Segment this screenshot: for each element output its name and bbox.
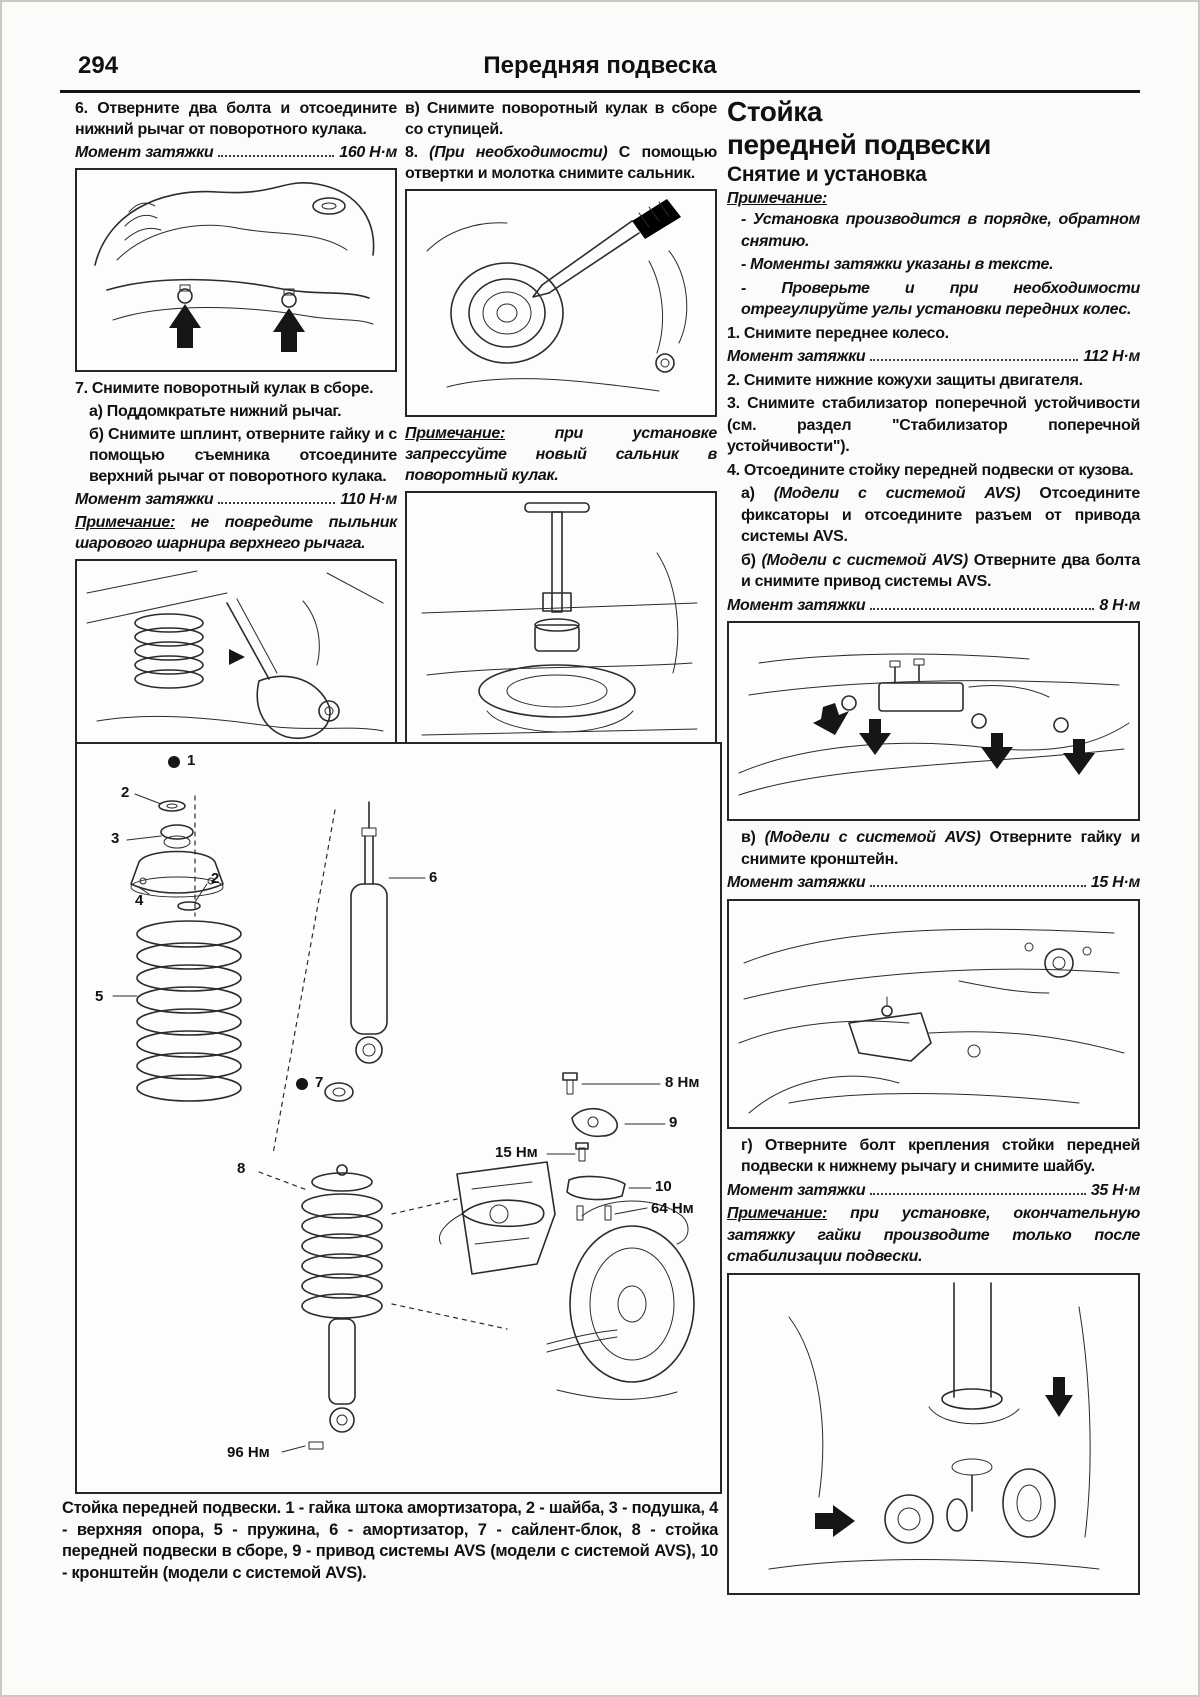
note-4 <box>727 1203 1140 1268</box>
avs-condition: (Модели с системой AVS) <box>773 485 1021 502</box>
torque-value: 8 Н·м <box>1099 596 1140 614</box>
torque-value: 15 Н·м <box>1090 874 1140 891</box>
figure-strut-lower-bolt <box>727 1273 1140 1595</box>
torque-label: Момент затяжки <box>75 491 214 508</box>
note-7 <box>75 512 397 554</box>
part-label-1: 1 <box>187 752 196 769</box>
step-4v <box>727 827 1140 870</box>
note-text: при установке, окончательную затяжку гайки производите только после стабилизации подвески. <box>727 1205 1140 1265</box>
part-label-3: 3 <box>111 830 120 847</box>
section-title-line1: Стойка <box>727 96 823 127</box>
part-label-5: 5 <box>95 988 104 1005</box>
step-6: 6. Отверните два болта и отсоедините нижний рычаг от поворотного кулака. <box>75 100 397 138</box>
bold-arrow-down-icon <box>1045 1377 1073 1417</box>
avs-condition: (Модели с системой AVS) <box>761 551 968 569</box>
torque-value: 112 Н·м <box>1083 348 1140 365</box>
dot-leader <box>218 502 335 504</box>
part-label-6: 6 <box>429 869 438 886</box>
step-8-num: 8. <box>405 144 430 161</box>
figure-lower-arm <box>75 168 397 372</box>
bold-arrow-icon <box>981 733 1013 769</box>
dot-leader <box>870 1193 1085 1195</box>
step-text: Отверните два болта и снимите привод системы AVS. <box>741 551 1140 590</box>
part-label-7: 7 <box>315 1074 324 1091</box>
lower-arm-drawing <box>77 170 393 370</box>
step-letter: в) <box>741 829 765 846</box>
seal-install-drawing <box>407 493 713 759</box>
dot-leader <box>870 608 1094 610</box>
step-text: Отверните гайку и снимите кронштейн. <box>741 829 1140 868</box>
dot-leader <box>870 885 1085 887</box>
torque-label: Момент затяжки <box>727 596 866 614</box>
torque-row-112 <box>727 346 1140 368</box>
torque-value: 160 Н·м <box>339 144 397 161</box>
step-7a: а) Поддомкратьте нижний рычаг. <box>89 403 342 420</box>
torque-row-8 <box>727 595 1140 617</box>
avs-condition: (Модели с системой AVS) <box>764 829 981 846</box>
note-head: Примечание: <box>405 425 505 442</box>
dot-leader <box>218 155 334 157</box>
torque-row-160 <box>75 142 397 163</box>
right-column <box>727 95 1140 1601</box>
figure-seal-removal <box>405 189 717 417</box>
step-letter: а) <box>741 485 774 502</box>
note-head: Примечание: <box>727 189 827 207</box>
note-bullet: - Проверьте и при необходимости отрегулируйте углы установки передних колес. <box>741 279 1140 318</box>
note-text: не повредите пыльник шарового шарнира верхнего рычага. <box>75 514 397 552</box>
avs-bracket-drawing <box>729 901 1136 1127</box>
section-subtitle: Снятие и установка <box>727 163 927 186</box>
torque-label-64nm: 64 Нм <box>651 1200 694 1217</box>
step-1: 1. Снимите переднее колесо. <box>727 324 949 342</box>
step-8-text: С помощью отвертки и молотка снимите сальник. <box>405 144 718 182</box>
torque-value: 110 Н·м <box>340 491 397 508</box>
torque-row-110 <box>75 489 397 510</box>
seal-removal-drawing <box>407 191 713 415</box>
torque-label: Момент затяжки <box>727 1181 866 1199</box>
note-8 <box>405 423 717 486</box>
header-rule <box>60 90 1140 93</box>
torque-label-8nm: 8 Нм <box>665 1074 700 1091</box>
bold-arrow-up-icon <box>169 304 201 348</box>
bold-arrow-right-icon <box>815 1505 855 1537</box>
part-label-8: 8 <box>237 1160 246 1177</box>
bold-arrow-icon <box>1063 739 1095 775</box>
strut-exploded-drawing <box>77 744 720 1492</box>
step-letter: б) <box>741 551 762 569</box>
small-arrow-icon <box>229 649 245 665</box>
left-column <box>75 98 397 761</box>
figure-seal-install <box>405 491 717 761</box>
figure-avs-bracket <box>727 899 1140 1129</box>
step-3: 3. Снимите стабилизатор поперечной устойчивости (см. раздел "Стабилизатор поперечной устойчивости"). <box>727 395 1140 455</box>
note-bullet: - Установка производится в порядке, обратном снятию. <box>741 211 1140 250</box>
part-label-2: 2 <box>121 784 130 801</box>
figure-avs-actuator <box>727 621 1140 821</box>
strut-lower-bolt-drawing <box>729 1275 1136 1593</box>
step-8-cond: (При необходимости) <box>429 144 608 161</box>
torque-label: Момент затяжки <box>727 874 866 891</box>
step-4b <box>727 550 1140 593</box>
torque-row-35 <box>727 1180 1140 1202</box>
step-4a <box>727 483 1140 548</box>
figure-caption: Стойка передней подвески. 1 - гайка штока амортизатора, 2 - шайба, 3 - подушка, 4 - верхняя опора, 5 - пружина, 6 - амортизатор, 7 - сайлент-блок, 8 - стойка передней подвески в сборе, 9 - привод системы AVS (модели с системой AVS), 10 - кронштейн (модели с системой AVS). <box>62 1499 718 1582</box>
section-title-line2: передней подвески <box>727 129 991 160</box>
note-head: Примечание: <box>727 1205 827 1222</box>
part-label-10: 10 <box>655 1178 672 1195</box>
middle-column <box>405 98 717 767</box>
figure-knuckle-assembly <box>75 559 397 755</box>
step-7: 7. Снимите поворотный кулак в сборе. <box>75 380 374 397</box>
step-4: 4. Отсоедините стойку передней подвески от кузова. <box>727 461 1134 479</box>
page-title: Передняя подвеска <box>483 52 717 79</box>
step-4g: г) Отверните болт крепления стойки передней подвески к нижнему рычагу и снимите шайбу. <box>741 1136 1140 1175</box>
note-bullet: - Моменты затяжки указаны в тексте. <box>741 256 1054 273</box>
page-number: 294 <box>78 52 119 79</box>
note-head: Примечание: <box>75 514 175 531</box>
torque-label-15nm: 15 Нм <box>495 1144 538 1161</box>
knuckle-assembly-drawing <box>77 561 393 753</box>
torque-label-96nm: 96 Нм <box>227 1444 270 1461</box>
part-label-9: 9 <box>669 1114 678 1131</box>
torque-value: 35 Н·м <box>1090 1181 1140 1199</box>
part-7-dot <box>296 1078 308 1090</box>
step-7b: б) Снимите шплинт, отверните гайку и с помощью съемника отсоедините верхний рычаг от поворотного кулака. <box>89 426 397 485</box>
torque-label: Момент затяжки <box>75 144 214 161</box>
part-label-2b: 2 <box>211 870 220 887</box>
note-text: при установке запрессуйте новый сальник в поворотный кулак. <box>405 425 717 484</box>
part-1-dot <box>168 756 180 768</box>
step-2: 2. Снимите нижние кожухи защиты двигателя. <box>727 371 1083 389</box>
step-text: Отсоедините фиксаторы и отсоедините разъем от привода системы AVS. <box>741 485 1140 545</box>
step-v: в) Снимите поворотный кулак в сборе со ступицей. <box>405 100 717 138</box>
avs-actuator-drawing <box>729 623 1136 819</box>
dot-leader <box>870 359 1078 361</box>
figure-strut-exploded <box>75 742 722 1494</box>
bold-arrow-icon <box>859 719 891 755</box>
torque-row-15 <box>727 872 1140 894</box>
part-label-4: 4 <box>135 892 144 909</box>
step-8 <box>405 142 717 184</box>
torque-label: Момент затяжки <box>727 348 866 365</box>
